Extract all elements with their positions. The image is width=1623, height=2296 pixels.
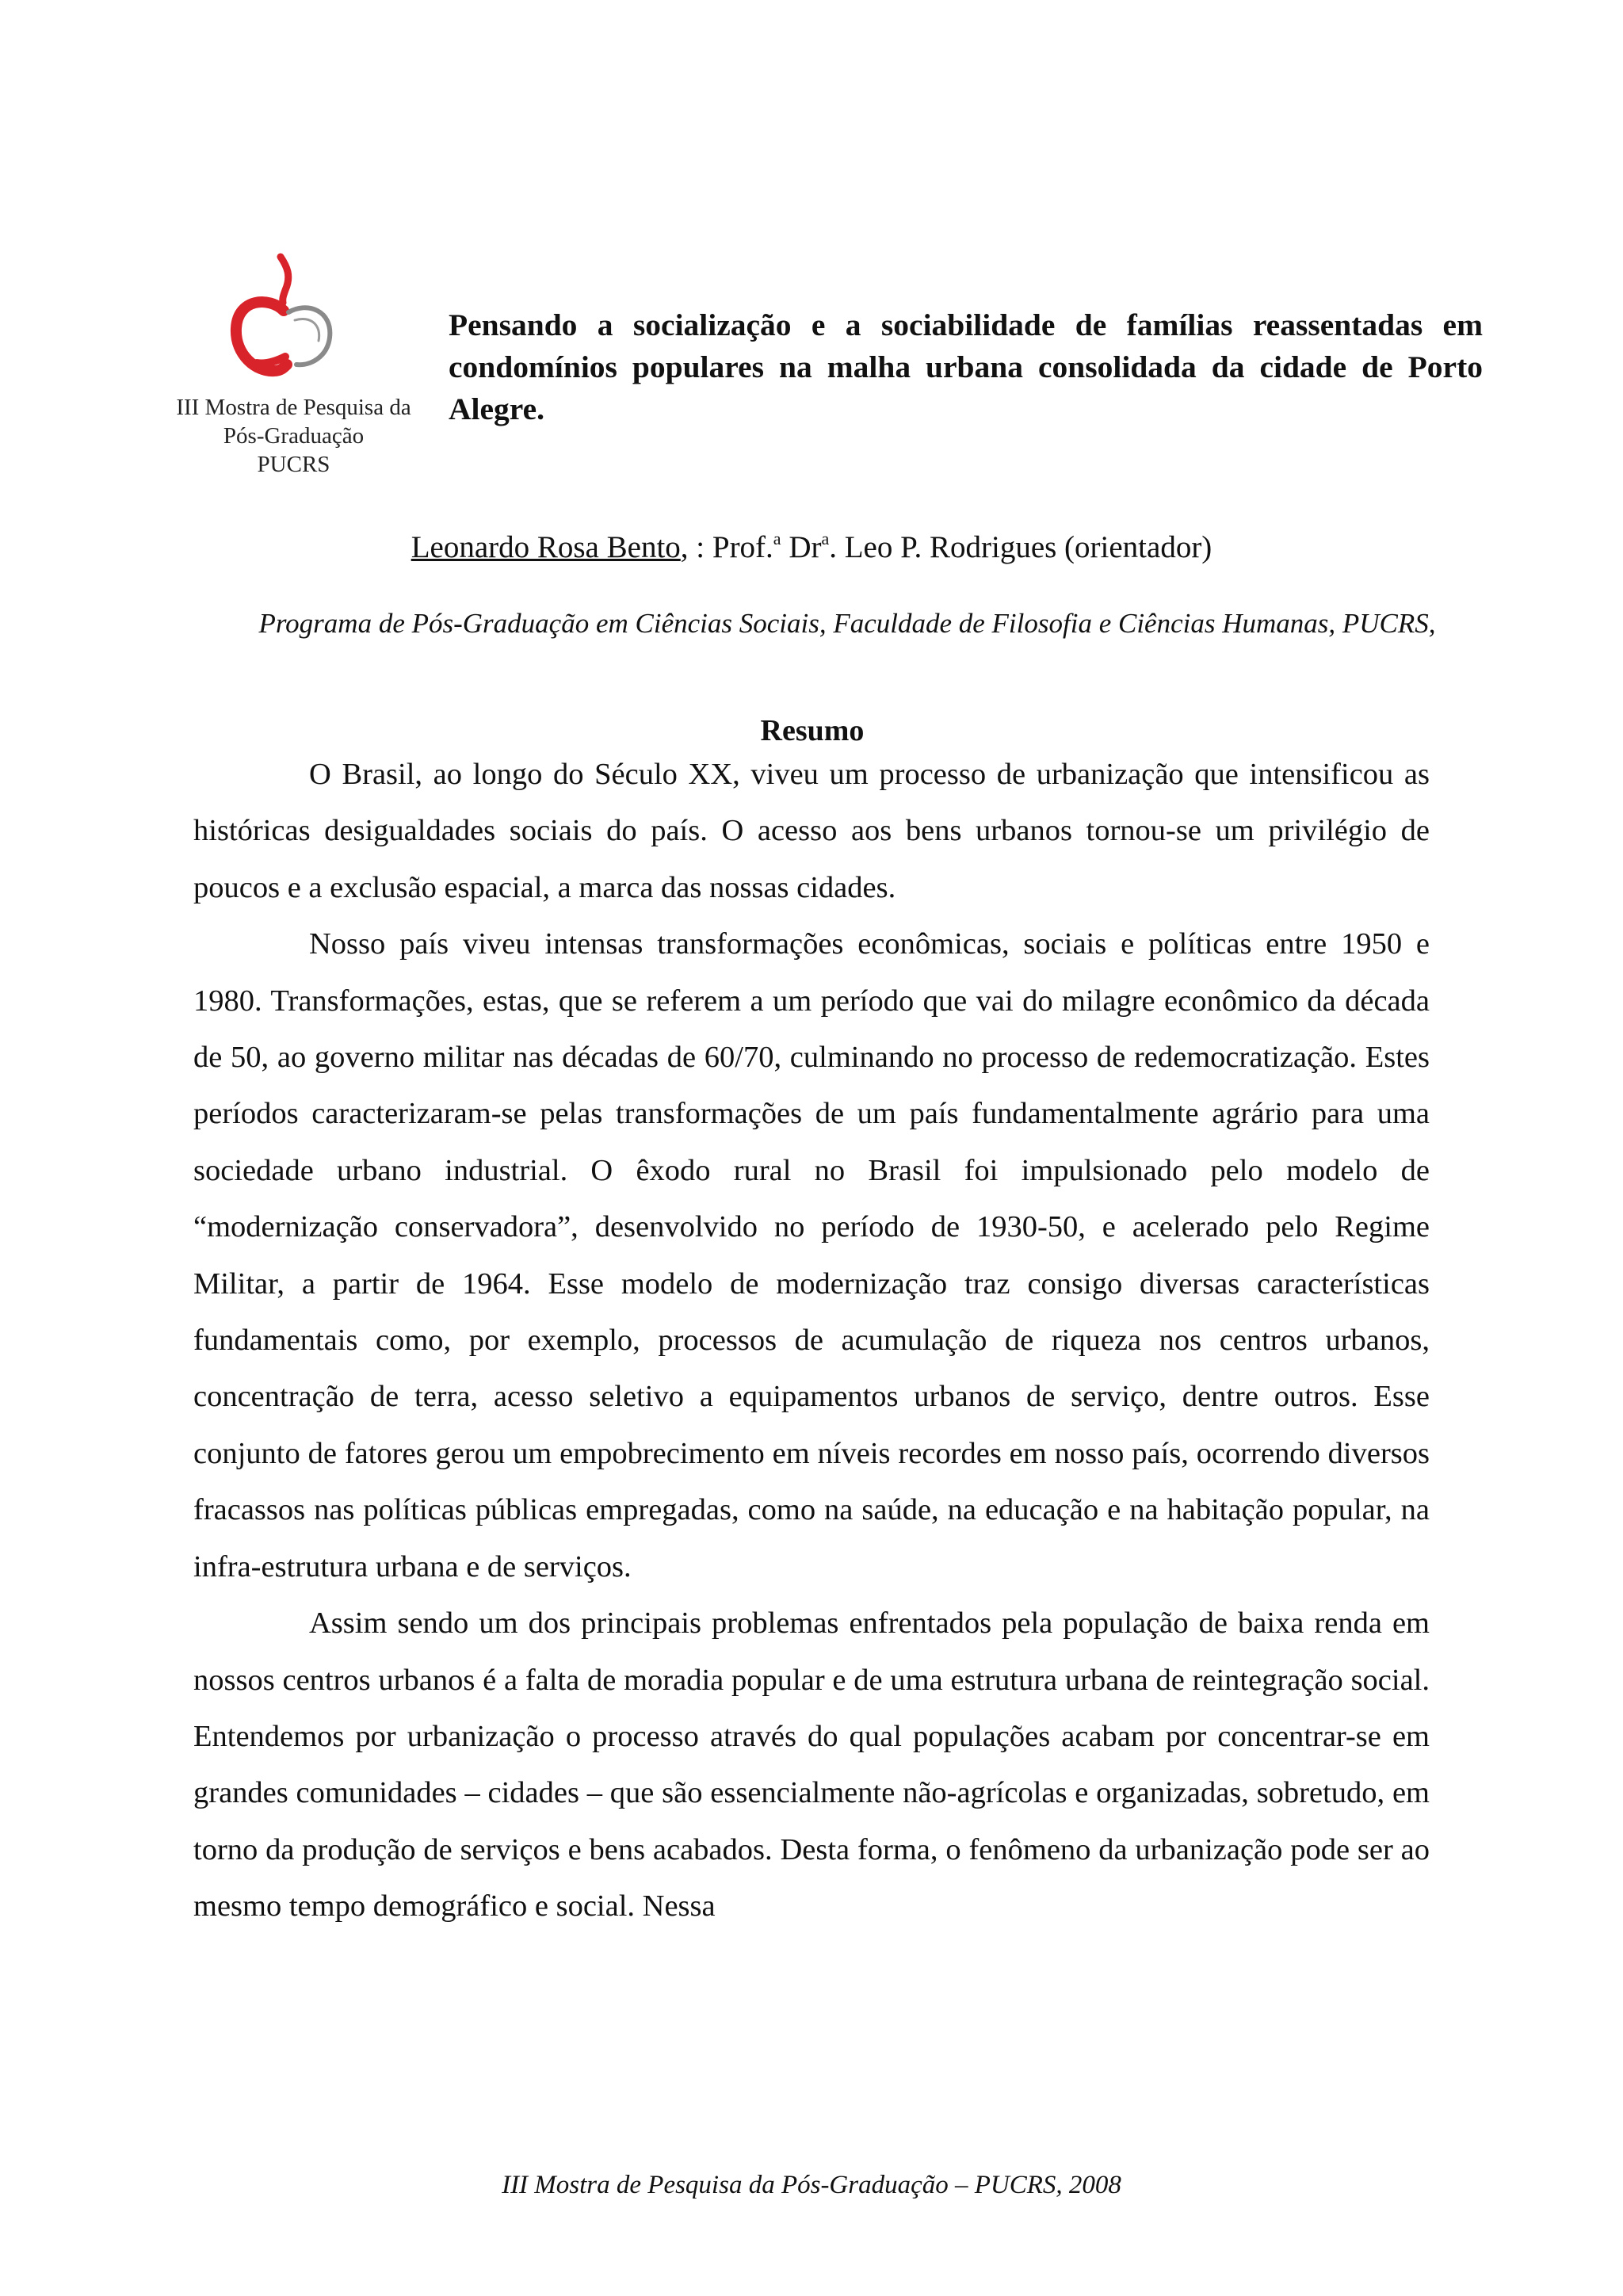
advisor-name: . Leo P. Rodrigues (orientador) <box>829 530 1212 564</box>
abstract-body <box>193 747 1430 1935</box>
logo-caption-line: PUCRS <box>257 452 330 477</box>
author-separator: , : <box>680 530 712 564</box>
affiliation: Programa de Pós-Graduação em Ciências Sociais, Faculdade de Filosofia e Ciências Humanas, PUCRS, <box>258 608 1436 639</box>
logo-caption <box>157 393 430 479</box>
apple-gray-body <box>288 308 330 365</box>
paragraph: Nosso país viveu intensas transformações econômicas, sociais e políticas entre 1950 e 1980. Transformações, estas, que se referem a um período que vai do milagre econômico da década de 50, ao governo militar nas décadas de 60/70, culminando no processo de redemocratização. Estes períodos caracterizaram-se pelas transformações de um país fundamentalmente agrário para uma sociedade urbano industrial. O êxodo rural no Brasil foi impulsionado pelo modelo de “modernização conservadora”, desenvolvido no período de 1930-50, e acelerado pelo Regime Militar, a partir de 1964. Esse modelo de modernização traz consigo diversas características fundamentais como, por exemplo, processos de acumulação de riqueza nos centros urbanos, concentração de terra, acesso seletivo a equipamentos urbanos de serviço, dentre outros. Esse conjunto de fatores gerou um empobrecimento em níveis recordes em nosso país, ocorrendo diversos fracassos nas políticas públicas empregadas, como na saúde, na educação e na habitação popular, na infra-estrutura urbana e de serviços. <box>193 927 1430 1584</box>
logo-caption-line: Pós-Graduação <box>223 423 365 449</box>
advisor-dr: Dr <box>781 530 822 564</box>
paper-title: Pensando a socialização e a sociabilidade de famílias reassentadas em condomínios populares na malha urbana consolidada da cidade de Porto Alegre. <box>449 308 1483 426</box>
apple-gray-inner <box>295 319 319 341</box>
advisor-prof: Prof. <box>712 530 773 564</box>
apple-stem <box>281 257 288 303</box>
logo-caption-line: III Mostra de Pesquisa da <box>176 395 411 420</box>
apple-logo-icon <box>228 246 339 388</box>
apple-red-base <box>257 357 285 364</box>
advisor-dr-sup: a <box>821 529 830 548</box>
page-footer: III Mostra de Pesquisa da Pós-Graduação – PUCRS, 2008 <box>502 2171 1121 2199</box>
author-name: Leonardo Rosa Bento <box>411 530 681 564</box>
advisor-prof-sup: a <box>773 529 781 548</box>
author-line <box>0 528 1623 567</box>
paragraph: O Brasil, ao longo do Século XX, viveu um processo de urbanização que intensificou as históricas desigualdades sociais do país. O acesso aos bens urbanos tornou-se um privilégio de poucos e a exclusão espacial, a marca das nossas cidades. <box>193 758 1430 904</box>
paragraph: Assim sendo um dos principais problemas enfrentados pela população de baixa renda em nossos centros urbanos é a falta de moradia popular e de uma estrutura urbana de reintegração social. Entendemos por urbanização o processo através do qual populações acabam por concentrar-se em grandes comunidades – cidades – que são essencialmente não-agrícolas e organizadas, sobretudo, em torno da produção de serviços e bens acabados. Desta forma, o fenômeno da urbanização pode ser ao mesmo tempo demográfico e social. Nessa <box>193 1606 1430 1924</box>
section-heading-resumo: Resumo <box>760 714 865 747</box>
